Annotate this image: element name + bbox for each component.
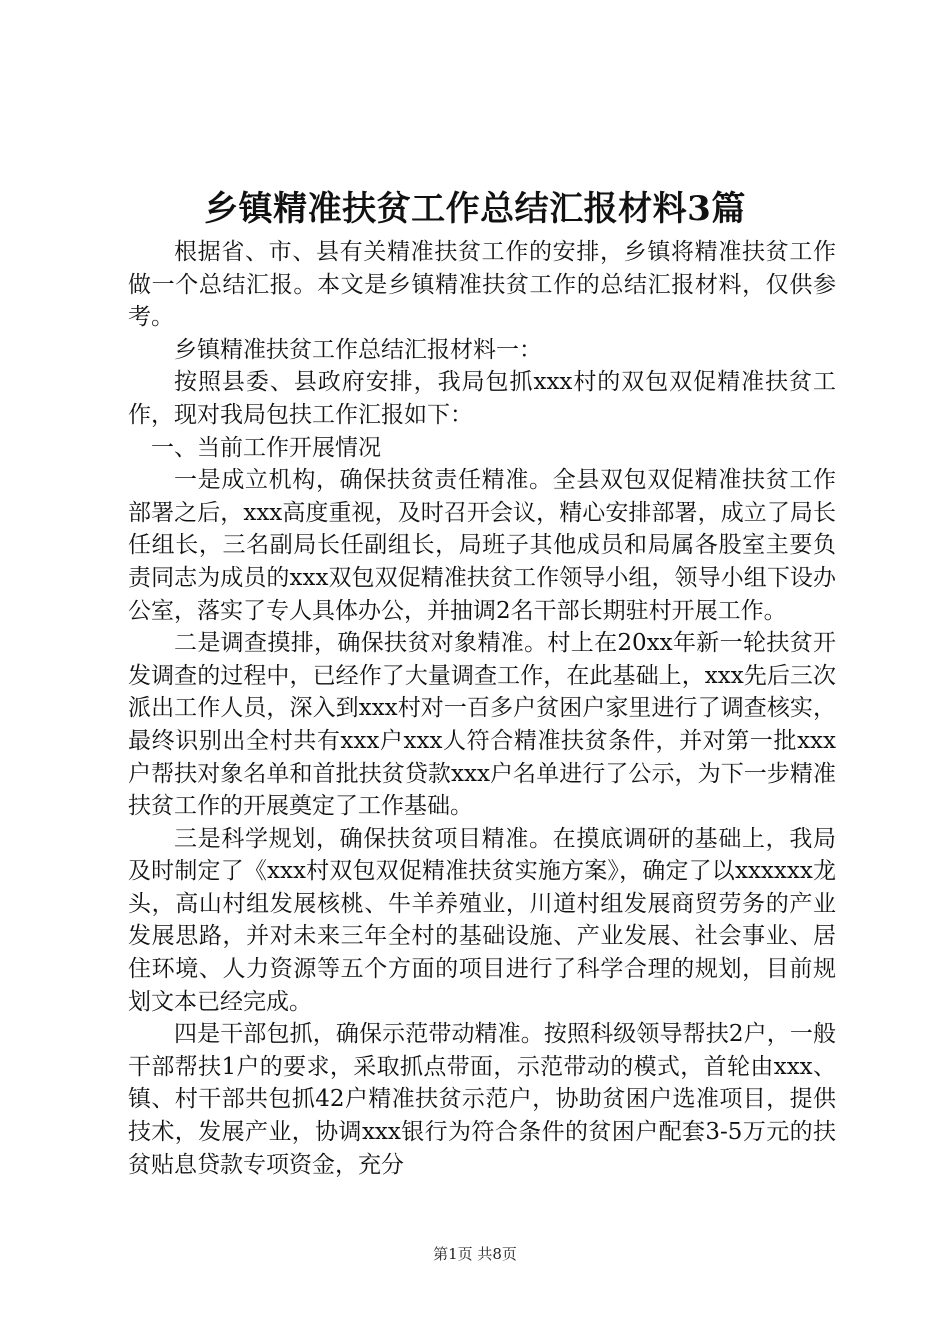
paragraph-item-4: 四是干部包抓，确保示范带动精准。按照科级领导帮扶2户，一般干部帮扶1户的要求，采取抓点带面，示范带动的模式，首轮由xxx、镇、村干部共包抓42户精准扶贫示范户，协助贫困户选准项目，提供技术，发展产业，协调xxx银行为符合条件的贫困户配套3-5万元的扶贫贴息贷款专项资金，充分 xyxy=(128,1021,836,1178)
document-title: 乡镇精准扶贫工作总结汇报材料3篇 xyxy=(204,189,746,229)
paragraph-section-title: 乡镇精准扶贫工作总结汇报材料一： xyxy=(174,336,542,363)
paragraph-item-1: 一是成立机构，确保扶贫责任精准。全县双包双促精准扶贫工作部署之后，xxx高度重视，及时召开会议，精心安排部署，成立了局长任组长，三名副局长任副组长，局班子其他成员和局属各股室主要负责同志为成员的xxx双包双促精准扶贫工作领导小组，领导小组下设办公室，落实了专人具体办公，并抽调2名干部长期驻村开展工作。 xyxy=(128,467,836,624)
paragraph-item-3: 三是科学规划，确保扶贫项目精准。在摸底调研的基础上，我局及时制定了《xxx村双包双促精准扶贫实施方案》，确定了以xxxxxx龙头，高山村组发展核桃、牛羊养殖业，川道村组发展商贸劳务的产业发展思路，并对未来三年全村的基础设施、产业发展、社会事业、居住环境、人力资源等五个方面的项目进行了科学合理的规划，目前规划文本已经完成。 xyxy=(128,825,836,1015)
document-body xyxy=(128,236,836,1181)
paragraph-heading-current-work: 一、当前工作开展情况 xyxy=(151,434,381,461)
page-number-footer: 第1页 共8页 xyxy=(433,1245,517,1263)
paragraph-item-2: 二是调查摸排，确保扶贫对象精准。村上在20xx年新一轮扶贫开发调查的过程中，已经作了大量调查工作，在此基础上，xxx先后三次派出工作人员，深入到xxx村对一百多户贫困户家里进行了调查核实，最终识别出全村共有xxx户xxx人符合精准扶贫条件，并对第一批xxx户帮扶对象名单和首批扶贫贷款xxx户名单进行了公示，为下一步精准扶贫工作的开展奠定了工作基础。 xyxy=(128,630,836,820)
paragraph-opening: 按照县委、县政府安排，我局包抓xxx村的双包双促精准扶贫工作，现对我局包扶工作汇报如下： xyxy=(128,369,836,428)
paragraph-intro: 根据省、市、县有关精准扶贫工作的安排，乡镇将精准扶贫工作做一个总结汇报。本文是乡镇精准扶贫工作的总结汇报材料，仅供参考。 xyxy=(128,239,836,331)
